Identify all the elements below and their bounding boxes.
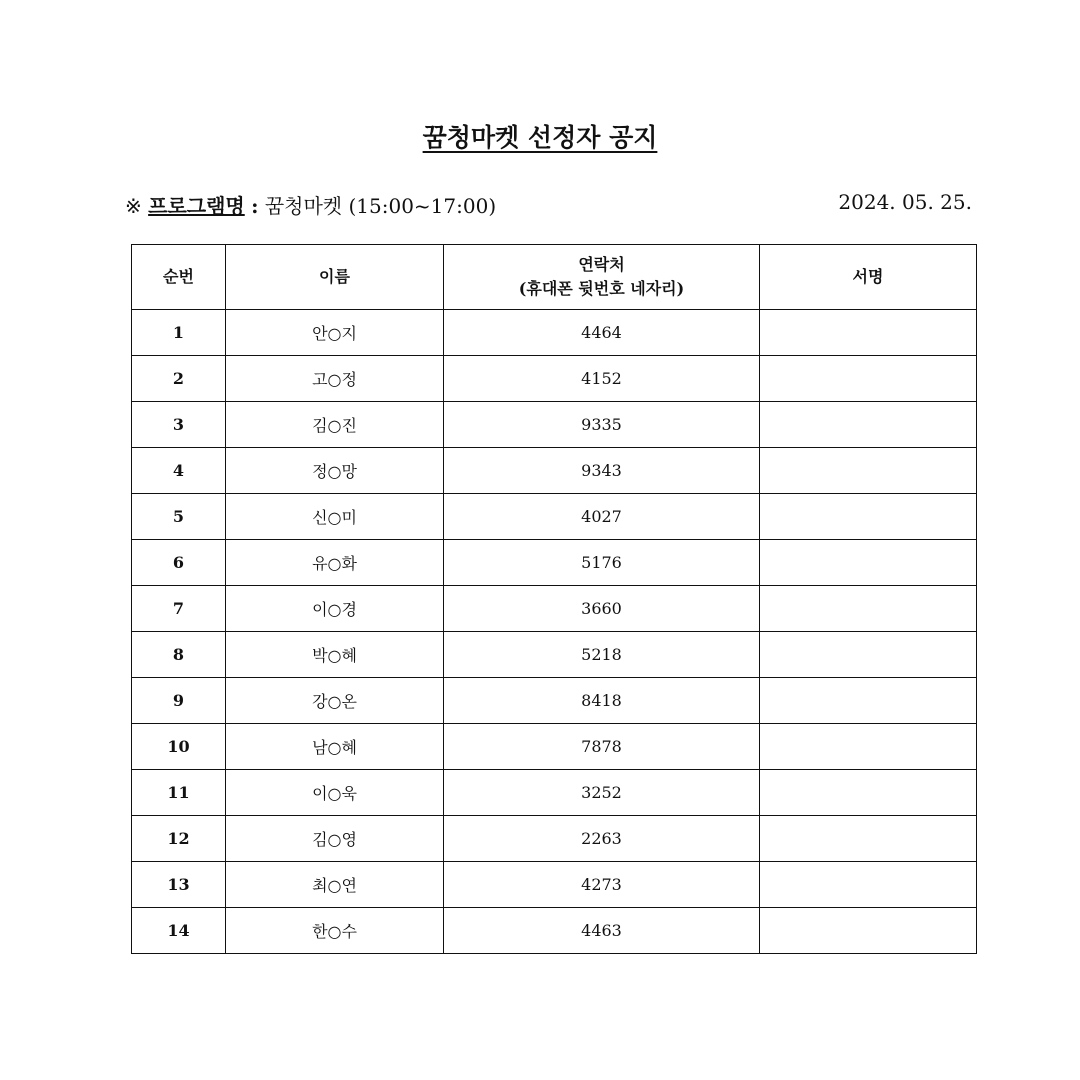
row-number: 14	[132, 908, 226, 954]
row-name: 남○혜	[226, 724, 444, 770]
row-signature	[760, 586, 977, 632]
row-phone: 8418	[444, 678, 760, 724]
row-number: 10	[132, 724, 226, 770]
row-name: 이○경	[226, 586, 444, 632]
row-signature	[760, 908, 977, 954]
row-number: 13	[132, 862, 226, 908]
row-phone: 4463	[444, 908, 760, 954]
table-row	[132, 310, 977, 356]
table-row	[132, 356, 977, 402]
row-phone: 9343	[444, 448, 760, 494]
row-signature	[760, 356, 977, 402]
row-phone: 9335	[444, 402, 760, 448]
row-name: 이○욱	[226, 770, 444, 816]
row-phone: 2263	[444, 816, 760, 862]
row-name: 김○영	[226, 816, 444, 862]
table-row	[132, 402, 977, 448]
row-name: 박○혜	[226, 632, 444, 678]
row-name: 신○미	[226, 494, 444, 540]
title-text: 꿈청마켓 선정자 공지	[422, 123, 658, 152]
program-value: 꿈청마켓 (15:00~17:00)	[264, 194, 497, 218]
header-contact-sub: (휴대폰 뒷번호 네자리)	[518, 279, 685, 298]
row-number: 9	[132, 678, 226, 724]
row-name: 고○정	[226, 356, 444, 402]
table-row	[132, 540, 977, 586]
row-number: 2	[132, 356, 226, 402]
row-signature	[760, 862, 977, 908]
row-name: 강○온	[226, 678, 444, 724]
row-signature	[760, 402, 977, 448]
table-row	[132, 862, 977, 908]
program-separator: :	[251, 194, 259, 218]
row-signature	[760, 448, 977, 494]
row-number: 1	[132, 310, 226, 356]
row-name: 최○연	[226, 862, 444, 908]
table-row	[132, 724, 977, 770]
row-signature	[760, 310, 977, 356]
row-signature	[760, 678, 977, 724]
row-number: 3	[132, 402, 226, 448]
row-name: 김○진	[226, 402, 444, 448]
row-name: 한○수	[226, 908, 444, 954]
row-signature	[760, 816, 977, 862]
row-name: 정○망	[226, 448, 444, 494]
row-signature	[760, 724, 977, 770]
table-row	[132, 908, 977, 954]
row-number: 11	[132, 770, 226, 816]
row-number: 7	[132, 586, 226, 632]
row-phone: 7878	[444, 724, 760, 770]
row-signature	[760, 632, 977, 678]
row-number: 5	[132, 494, 226, 540]
table-row	[132, 448, 977, 494]
row-number: 8	[132, 632, 226, 678]
row-signature	[760, 770, 977, 816]
header-contact	[444, 245, 760, 310]
row-phone: 5218	[444, 632, 760, 678]
row-signature	[760, 540, 977, 586]
table-row	[132, 586, 977, 632]
selection-table	[131, 244, 977, 954]
table-row	[132, 632, 977, 678]
table-header-row	[132, 245, 977, 310]
table-row	[132, 816, 977, 862]
row-name: 유○화	[226, 540, 444, 586]
header-signature: 서명	[760, 245, 977, 310]
row-phone: 4152	[444, 356, 760, 402]
row-phone: 3660	[444, 586, 760, 632]
notice-date: 2024. 05. 25.	[838, 190, 972, 214]
header-name: 이름	[226, 245, 444, 310]
row-phone: 4273	[444, 862, 760, 908]
row-phone: 4027	[444, 494, 760, 540]
program-label: 프로그램명	[148, 194, 245, 218]
row-phone: 3252	[444, 770, 760, 816]
row-number: 6	[132, 540, 226, 586]
row-phone: 5176	[444, 540, 760, 586]
row-signature	[760, 494, 977, 540]
page-title	[0, 118, 1080, 154]
row-number: 12	[132, 816, 226, 862]
reference-mark: ※	[125, 194, 142, 218]
header-number: 순번	[132, 245, 226, 310]
program-info	[125, 190, 496, 219]
table-row	[132, 494, 977, 540]
header-contact-main: 연락처	[578, 255, 625, 274]
table-row	[132, 678, 977, 724]
row-phone: 4464	[444, 310, 760, 356]
row-number: 4	[132, 448, 226, 494]
table-row	[132, 770, 977, 816]
row-name: 안○지	[226, 310, 444, 356]
